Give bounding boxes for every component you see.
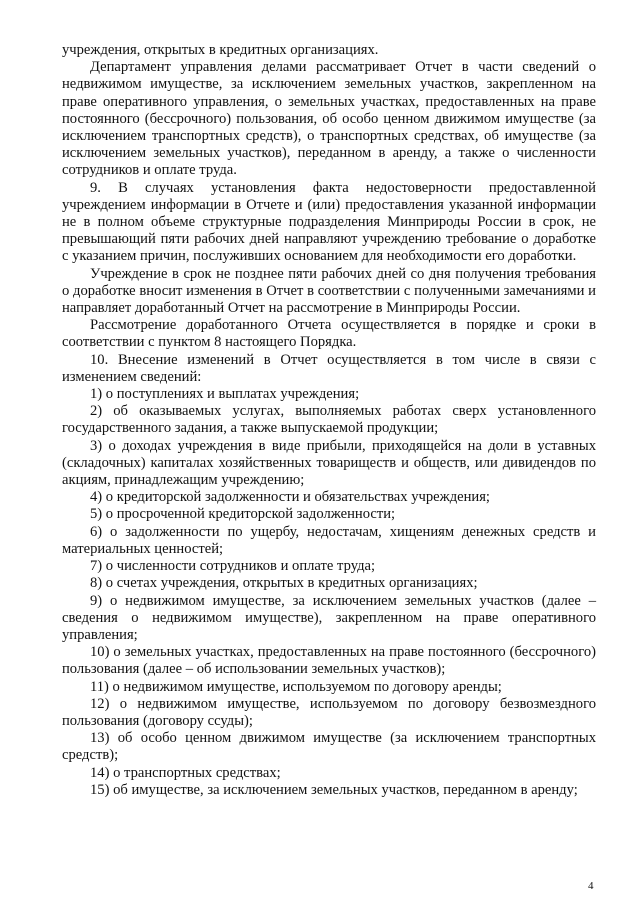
paragraph-2: Департамент управления делами рассматривает Отчет в части сведений о недвижимом имуществе, за исключением земельных участков, закрепленном на праве оперативного управления, о земельных участках, предоставленных на праве постоянного (бессрочного) пользования, об особо ценном движимом имуществе (за исключением транспортных средств), о транспортных средствах, об имуществе (за исключением земельных участков), переданном в аренду, а также о численности сотрудников и оплате труда. (62, 59, 596, 179)
list-item-2: 2) об оказываемых услугах, выполняемых работах сверх установленного государственного задания, а также выпускаемой продукции; (62, 403, 596, 437)
document-body (62, 42, 596, 799)
list-item-9: 9) о недвижимом имуществе, за исключением земельных участков (далее – сведения о недвижимом имуществе), закрепленном на праве оперативного управления; (62, 592, 596, 643)
list-item-3: 3) о доходах учреждения в виде прибыли, приходящейся на доли в уставных (складочных) капиталах хозяйственных товариществ и обществ, или дивидендов по акциям, принадлежащим учреждению; (62, 437, 596, 489)
list-item-6: 6) о задолженности по ущербу, недостачам, хищениям денежных средств и материальных ценностей; (62, 523, 596, 557)
paragraph-1: учреждения, открытых в кредитных организациях. (62, 42, 379, 58)
list-item-14: 14) о транспортных средствах; (90, 764, 281, 781)
list-item-10: 10) о земельных участках, предоставленных на праве постоянного (бессрочного) пользования (далее – об использовании земельных участков); (62, 644, 596, 678)
paragraph-4: Учреждение в срок не позднее пяти рабочих дней со дня получения требования о доработке вносит изменения в Отчет в соответствии с полученными замечаниями и направляет доработанный Отчет на рассмотрение в Минприроды России. (62, 265, 596, 317)
list-item-8: 8) о счетах учреждения, открытых в кредитных организациях; (90, 575, 478, 592)
list-item-12: 12) о недвижимом имуществе, используемом по договору безвозмездного пользования (договору ссуды); (62, 695, 596, 729)
list-item-7: 7) о численности сотрудников и оплате труда; (90, 558, 376, 575)
list-item-1: 1) о поступлениях и выплатах учреждения; (90, 386, 360, 403)
paragraph-6: 10. Внесение изменений в Отчет осуществляется в том числе в связи с изменением сведений: (62, 351, 596, 385)
page-number: 4 (588, 880, 594, 892)
paragraph-5: Рассмотрение доработанного Отчета осуществляется в порядке и сроки в соответствии с пунктом 8 настоящего Порядка. (62, 317, 596, 351)
list-item-15: 15) об имуществе, за исключением земельных участков, переданном в аренду; (90, 781, 578, 798)
list-item-4: 4) о кредиторской задолженности и обязательствах учреждения; (90, 489, 490, 506)
list-item-5: 5) о просроченной кредиторской задолженности; (90, 506, 396, 523)
paragraph-3: 9. В случаях установления факта недостоверности предоставленной учреждением информации в Отчете и (или) предоставления указанной информации не в полном объеме структурные подразделения Минприроды России в срок, не превышающий пяти рабочих дней направляют учреждению требование о доработке с указанием причин, послуживших основанием для необходимости его доработки. (62, 179, 596, 265)
list-item-13: 13) об особо ценном движимом имуществе (за исключением транспортных средств); (62, 730, 596, 764)
list-item-11: 11) о недвижимом имуществе, используемом по договору аренды; (90, 678, 502, 695)
